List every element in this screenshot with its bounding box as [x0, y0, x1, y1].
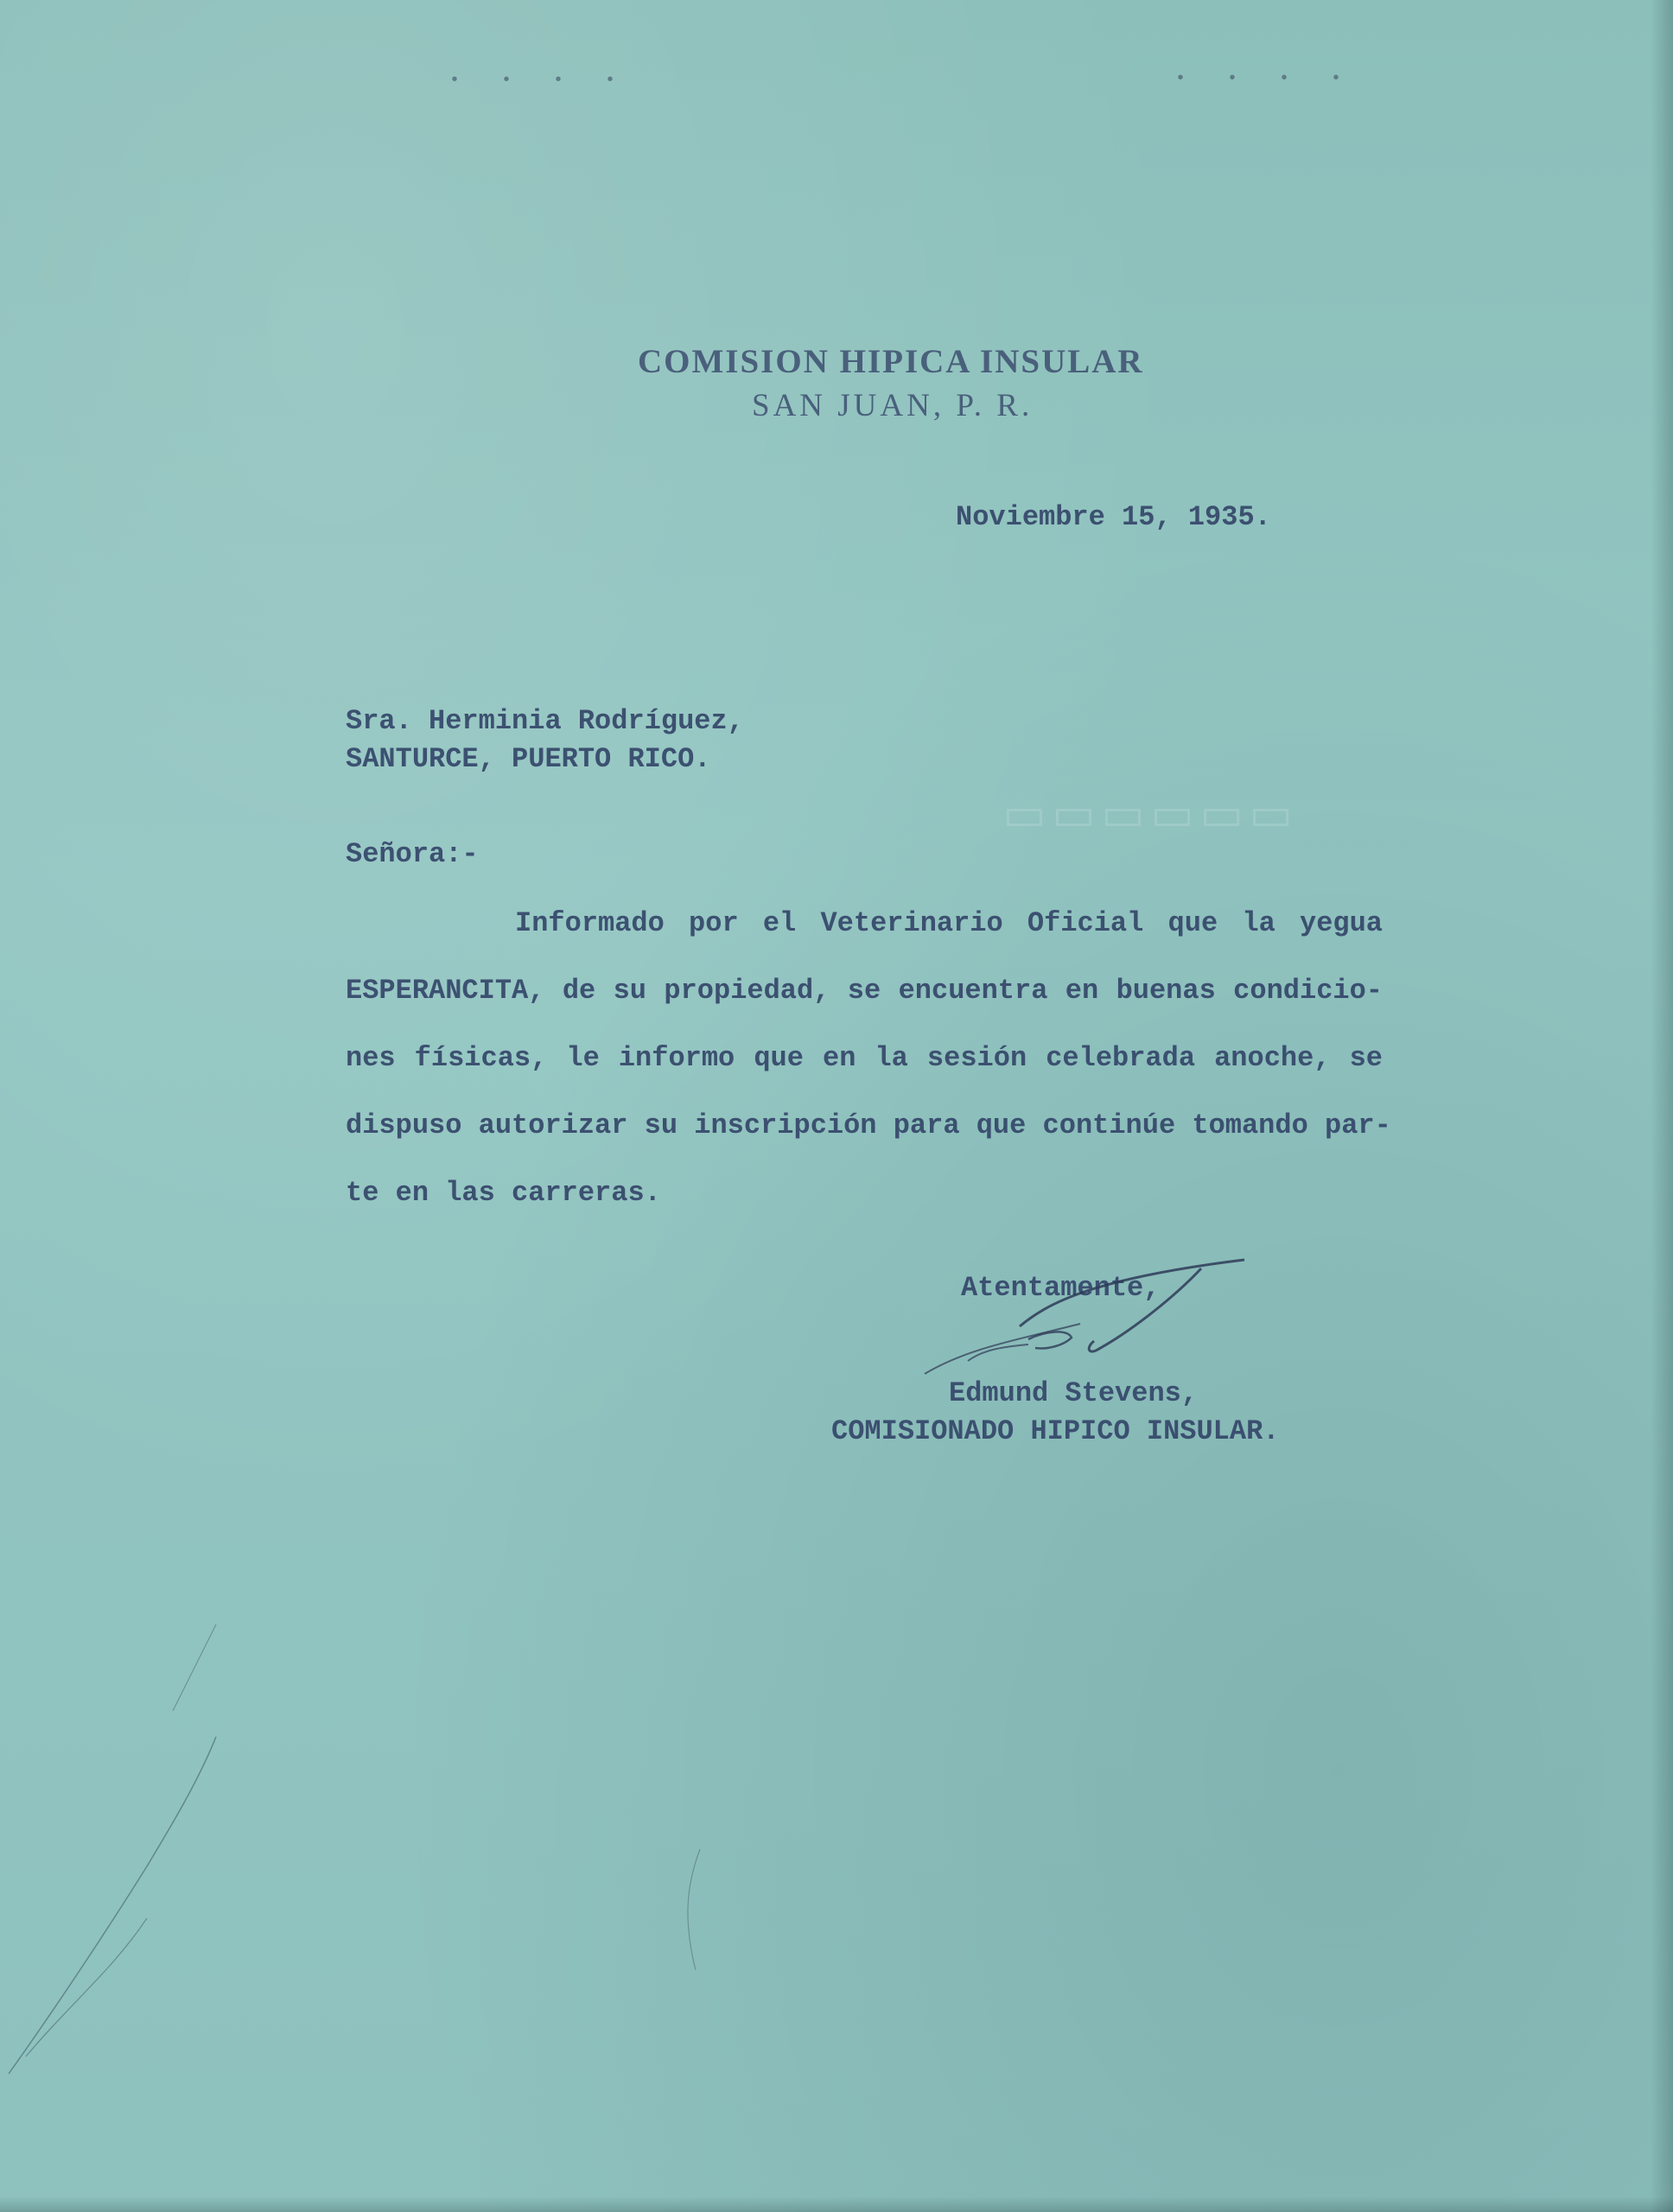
punch-marks-left: • • • • — [449, 71, 632, 91]
faded-stamp-impression: ▭▭▭▭▭▭ — [1002, 788, 1299, 840]
closing: Atentamente, — [961, 1272, 1161, 1304]
punch-marks-right: • • • • — [1175, 69, 1358, 89]
letter-date: Noviembre 15, 1935. — [956, 501, 1271, 533]
page-edge-shadow-right — [1651, 0, 1673, 2212]
salutation: Señora:- — [346, 838, 479, 870]
body-line-2: ESPERANCITA, de su propiedad, se encuentra en buenas condicio- — [346, 975, 1383, 1007]
letterhead-organization: COMISION HIPICA INSULAR — [638, 343, 1144, 380]
pencil-scribble-marks — [0, 1607, 778, 2091]
body-line-3: nes físicas, le informo que en la sesión celebrada anoche, se — [346, 1042, 1383, 1074]
body-line-5: te en las carreras. — [346, 1177, 661, 1209]
recipient-location: SANTURCE, PUERTO RICO. — [346, 743, 711, 775]
recipient-name: Sra. Herminia Rodríguez, — [346, 705, 744, 737]
signatory-title: COMISIONADO HIPICO INSULAR. — [831, 1415, 1280, 1447]
signatory-name: Edmund Stevens, — [949, 1377, 1199, 1409]
body-line-1: Informado por el Veterinario Oficial que la yegua — [515, 907, 1383, 939]
body-line-4: dispuso autorizar su inscripción para que continúe tomando par- — [346, 1109, 1391, 1141]
handwritten-signature — [916, 1244, 1262, 1382]
letterhead-city: SAN JUAN, P. R. — [752, 388, 1034, 423]
page-edge-shadow-bottom — [0, 2196, 1673, 2212]
